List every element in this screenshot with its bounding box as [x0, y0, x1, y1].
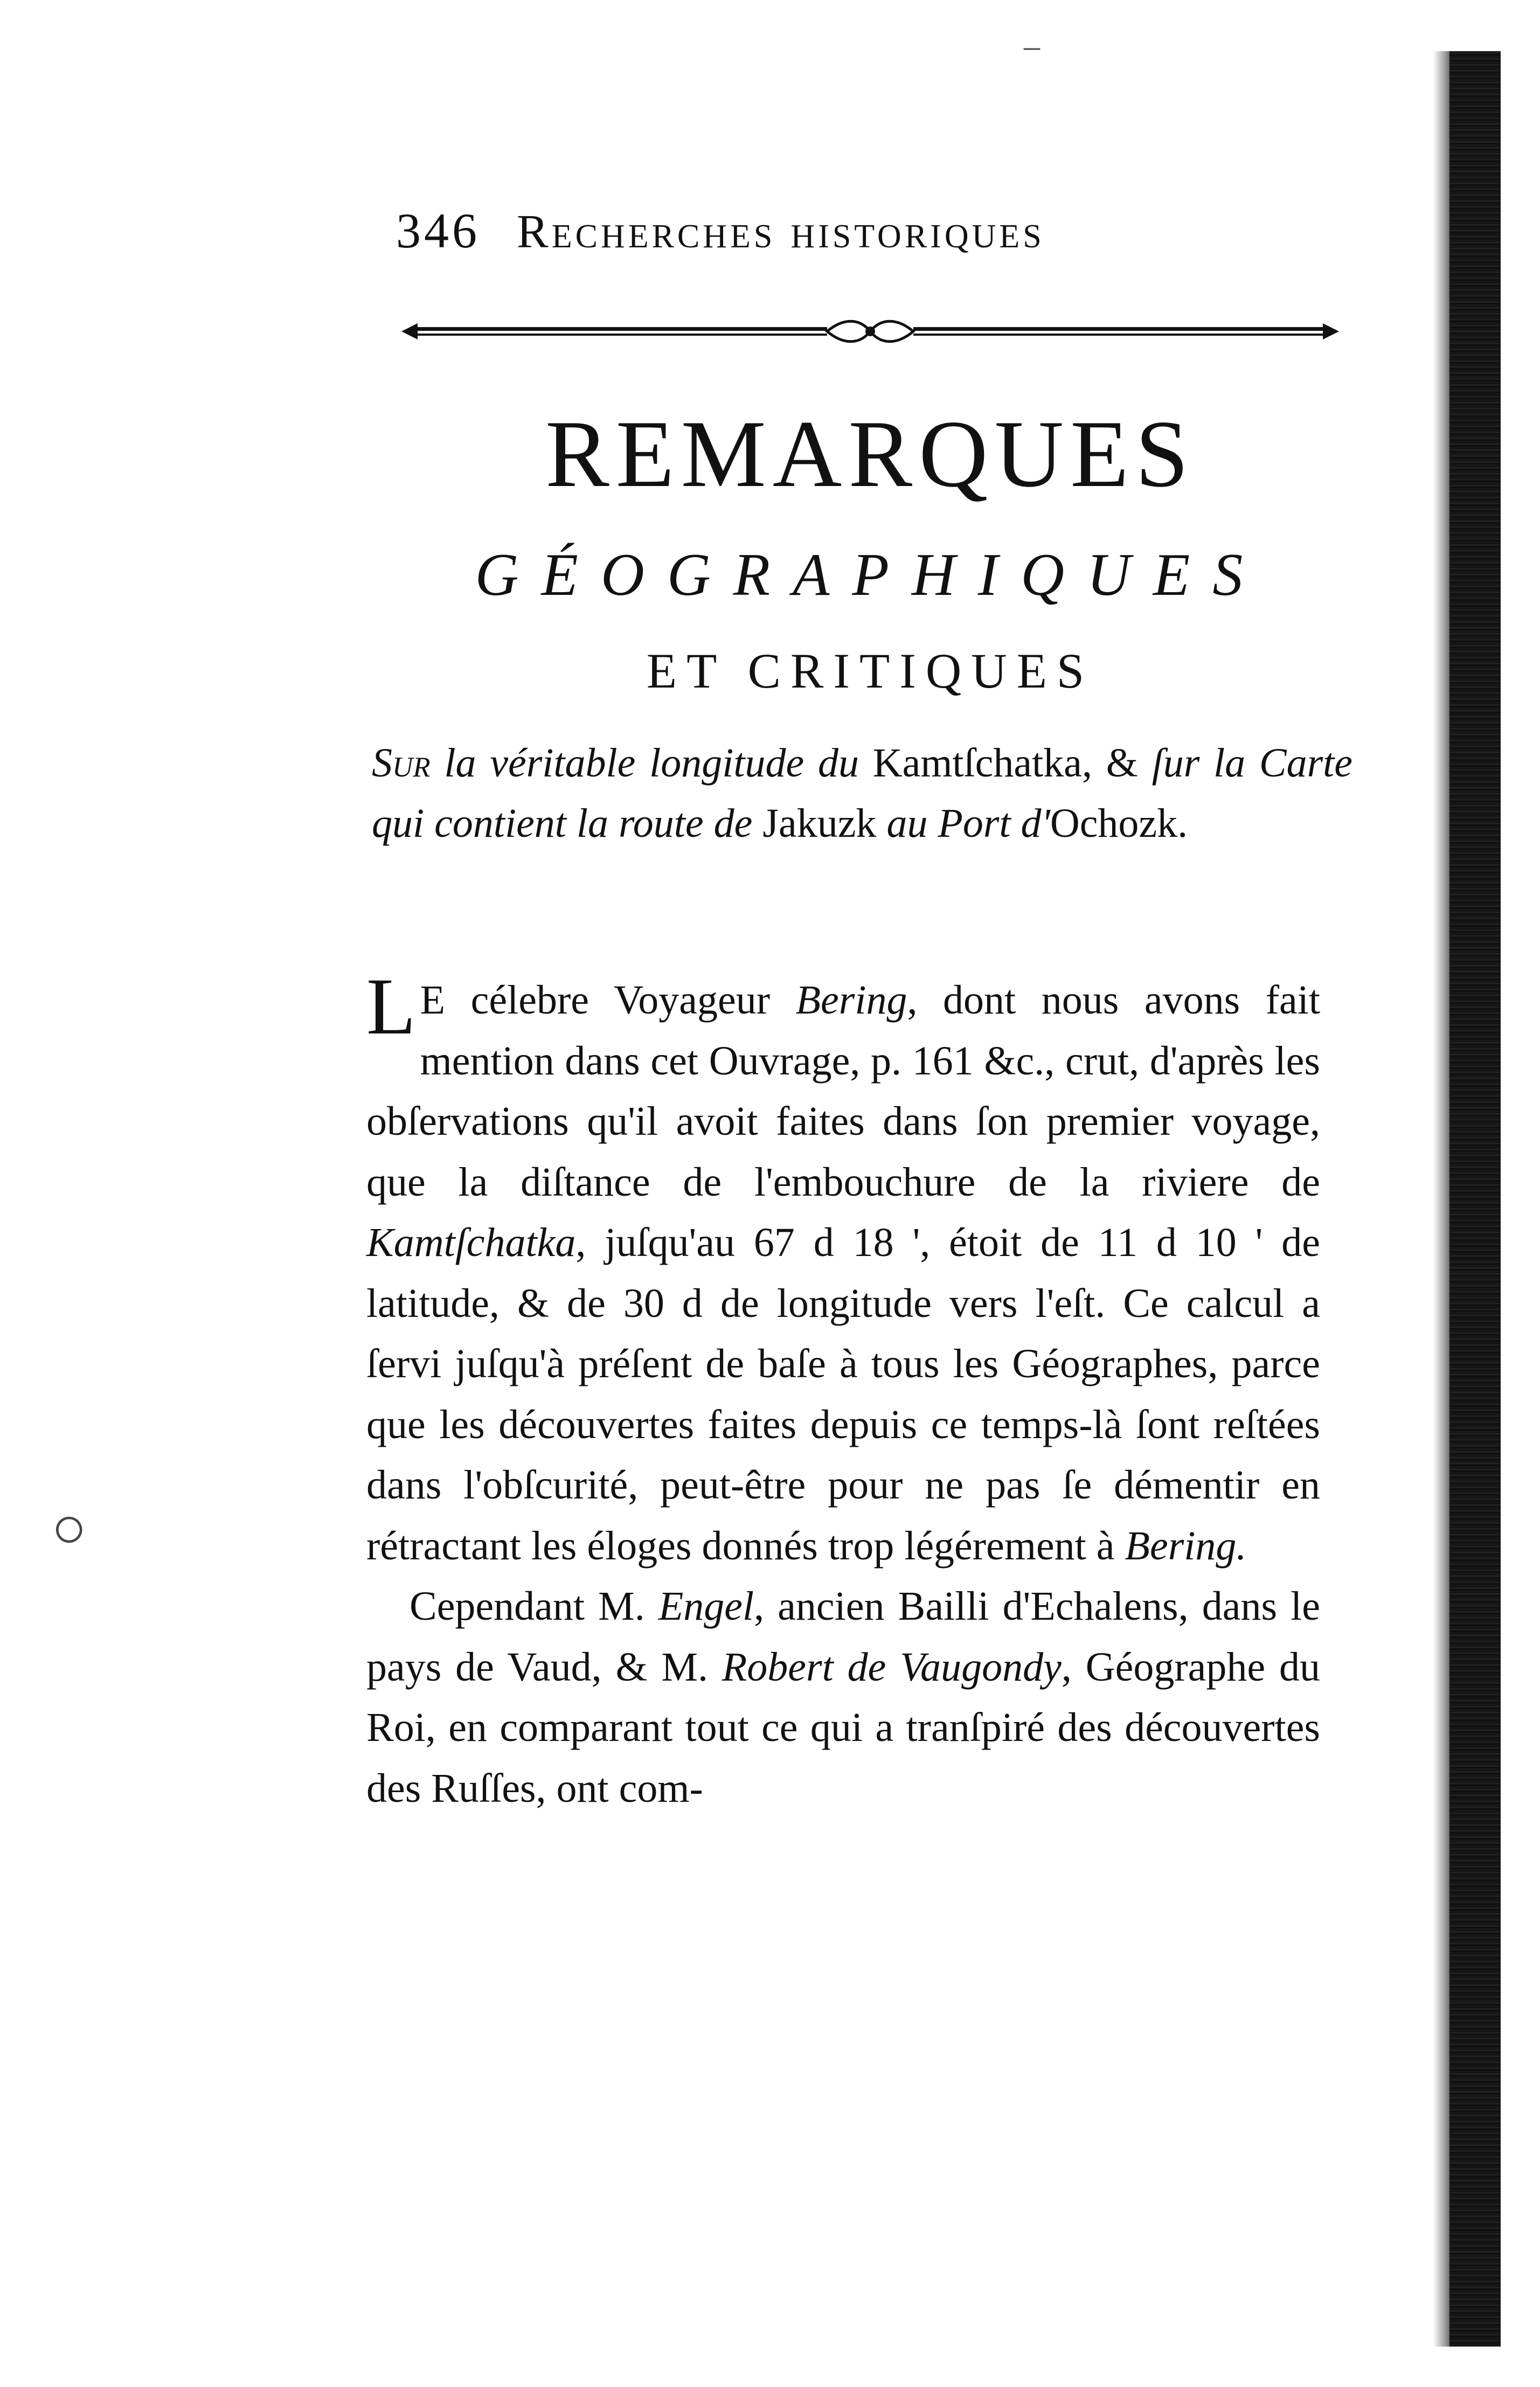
- paragraph-2: [366, 1576, 1320, 1819]
- p2-text-3: , Géographe du Roi, en comparant tout ce qui a tranſpiré des découvertes des Ruſſes, ont com-: [366, 1644, 1320, 1811]
- scan-edge-band: [1449, 51, 1501, 2347]
- subtitle-amp: , &: [1081, 740, 1138, 786]
- p1-name-kamtschatka: Kamtſchatka: [366, 1220, 576, 1265]
- p1-text-1: E célebre Voyageur: [420, 977, 796, 1023]
- p2-text-2: , ancien Bailli d'Echalens, dans le pays de Vaud, & M.: [366, 1584, 1320, 1690]
- page-number: 346: [396, 203, 480, 258]
- subtitle-lead: Sur: [372, 740, 431, 786]
- subtitle-roman-3: Ochozk.: [1050, 801, 1188, 846]
- running-title: Recherches historiques: [517, 206, 1045, 258]
- subtitle: [372, 733, 1352, 854]
- page-title: REMARQUES: [545, 400, 1195, 507]
- p2-name-engel: Engel: [658, 1584, 754, 1629]
- title-line-2: GÉOGRAPHIQUES: [475, 542, 1266, 608]
- p2-name-robert: Robert de Vaugondy: [722, 1644, 1062, 1690]
- p1-text-3: , juſqu'au 67 d 18 ', étoit de 11 d 10 ' de latitude, & de 30 d de longitude vers l'eſt. Ce calcul a ſervi juſqu'à préſent de baſe à tous les Géographes, parce que les découvertes faites depuis ce temps-là ſont reſtées dans l'obſcurité, peut-être pour ne pas ſe démentir en rétractant les éloges donnés trop légérement à: [366, 1220, 1320, 1569]
- paragraph-1: [366, 962, 1320, 1576]
- subtitle-italic-1: la véritable longitude du: [444, 740, 859, 786]
- subtitle-italic-2: ſur la Carte qui contient la route de: [372, 740, 1353, 846]
- p1-text-2: , dont nous avons fait mention dans cet Ouvrage, p. 161 &c., crut, d'après les obſervations qu'il avoit faites dans ſon premier voyage, que la diſtance de l'embouchure de la riviere de: [366, 977, 1320, 1205]
- body-text: [366, 962, 1320, 1819]
- scan-artifact-mark: ‒: [1024, 28, 1040, 64]
- p2-text-1: Cependant M.: [410, 1584, 658, 1629]
- drop-cap: L: [366, 962, 416, 1051]
- title-line-3: ET CRITIQUES: [646, 643, 1094, 698]
- p1-name-bering-2: Bering.: [1125, 1523, 1247, 1569]
- ornamental-rule: [396, 315, 1344, 348]
- scan-artifact-mark: ○: [51, 1495, 87, 1560]
- p1-name-bering: Bering: [795, 977, 907, 1023]
- running-head: [396, 202, 1344, 261]
- subtitle-roman-2: Jakuzk: [762, 801, 877, 846]
- subtitle-italic-3: au Port d': [886, 801, 1050, 846]
- subtitle-roman-1: Kamtſchatka: [872, 740, 1082, 786]
